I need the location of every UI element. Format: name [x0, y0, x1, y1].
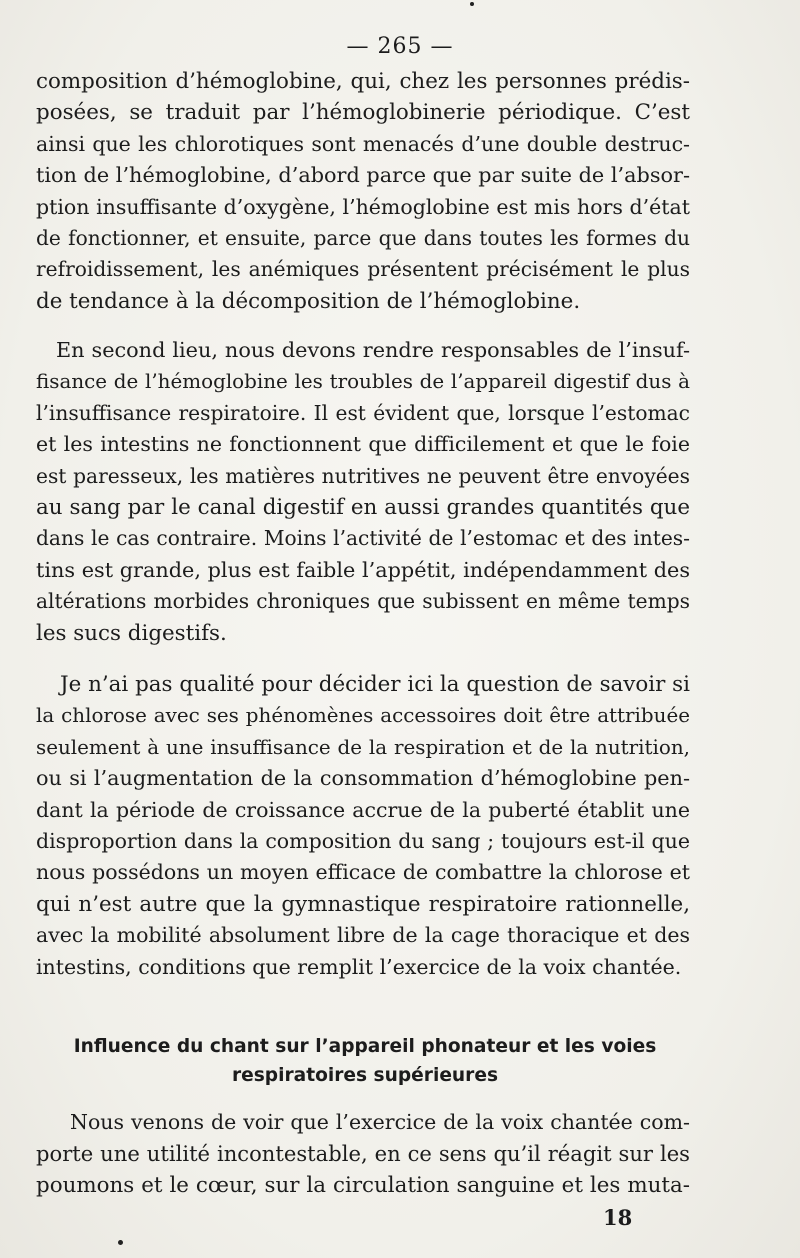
- text-line: disproportion dans la composition du sang ; toujours est-il que: [36, 828, 690, 853]
- text-line: tion de l’hémoglobine, d’abord parce que par suite de l’absor-: [36, 163, 690, 188]
- text-line: Je n’ai pas qualité pour décider ici la question de savoir si: [60, 672, 690, 697]
- section-heading-line: Influence du chant sur l’appareil phonateur et les voies: [73, 1036, 657, 1057]
- signature-mark: 18: [603, 1205, 633, 1230]
- text-line: composition d’hémoglobine, qui, chez les personnes prédis-: [36, 69, 690, 94]
- section-heading: [36, 1032, 694, 1090]
- text-line: de tendance à la décomposition de l’hémoglobine.: [36, 288, 581, 314]
- text-line: refroidissement, les anémiques présentent précisément le plus: [36, 257, 690, 282]
- text-line: seulement à une insuffisance de la respiration et de la nutrition,: [36, 735, 690, 759]
- text-line: de fonctionner, et ensuite, parce que dans toutes les formes du: [36, 225, 690, 250]
- paragraph-3: [36, 669, 690, 983]
- text-line: ainsi que les chlorotiques sont menacés d’une double destruc-: [36, 131, 690, 156]
- text-line: dans le cas contraire. Moins l’activité de l’estomac et des intes-: [36, 526, 690, 551]
- text-line: au sang par le canal digestif en aussi grandes quantités que: [36, 494, 690, 520]
- text-line: Nous venons de voir que l’exercice de la voix chantée com-: [70, 1110, 690, 1134]
- section-heading-line: respiratoires supérieures: [231, 1065, 499, 1086]
- text-line: les sucs digestifs.: [36, 620, 227, 646]
- text-line: dant la période de croissance accrue de la puberté établit une: [36, 797, 690, 822]
- text-line: la chlorose avec ses phénomènes accessoires doit être attribuée: [36, 704, 690, 728]
- ink-speck: [470, 2, 474, 6]
- paragraph-4: [36, 1107, 690, 1201]
- text-line: ption insuffisante d’oxygène, l’hémoglobine est mis hors d’état: [36, 194, 690, 219]
- text-line: qui n’est autre que la gymnastique respiratoire rationnelle,: [36, 891, 690, 917]
- text-line: est paresseux, les matières nutritives ne peuvent être envoyées: [36, 463, 690, 488]
- text-line: altérations morbides chroniques que subissent en même temps: [36, 589, 690, 614]
- text-line: porte une utilité incontestable, en ce sens qu’il réagit sur les: [36, 1141, 690, 1167]
- paragraph-1: [36, 66, 690, 317]
- ink-speck: [118, 1240, 123, 1245]
- text-line: En second lieu, nous devons rendre responsables de l’insuf-: [56, 338, 690, 362]
- text-line: posées, se traduit par l’hémoglobinerie périodique. C’est: [36, 100, 690, 126]
- text-line: ou si l’augmentation de la consommation d’hémoglobine pen-: [36, 766, 690, 791]
- text-line: l’insuffisance respiratoire. Il est évident que, lorsque l’estomac: [36, 400, 690, 425]
- text-line: nous possédons un moyen efficace de combattre la chlorose et: [36, 860, 690, 885]
- paragraph-2: [36, 335, 690, 649]
- text-line: tins est grande, plus est faible l’appétit, indépendamment des: [36, 557, 690, 582]
- text-line: poumons et le cœur, sur la circulation sanguine et les muta-: [36, 1172, 690, 1198]
- text-line: fisance de l’hémoglobine les troubles de l’appareil digestif dus à: [36, 370, 690, 394]
- text-line: et les intestins ne fonctionnent que difficilement et que le foie: [36, 432, 690, 457]
- text-line: intestins, conditions que remplit l’exercice de la voix chantée.: [36, 954, 682, 979]
- text-line: avec la mobilité absolument libre de la cage thoracique et des: [36, 923, 690, 948]
- page-number: — 265 —: [346, 34, 454, 59]
